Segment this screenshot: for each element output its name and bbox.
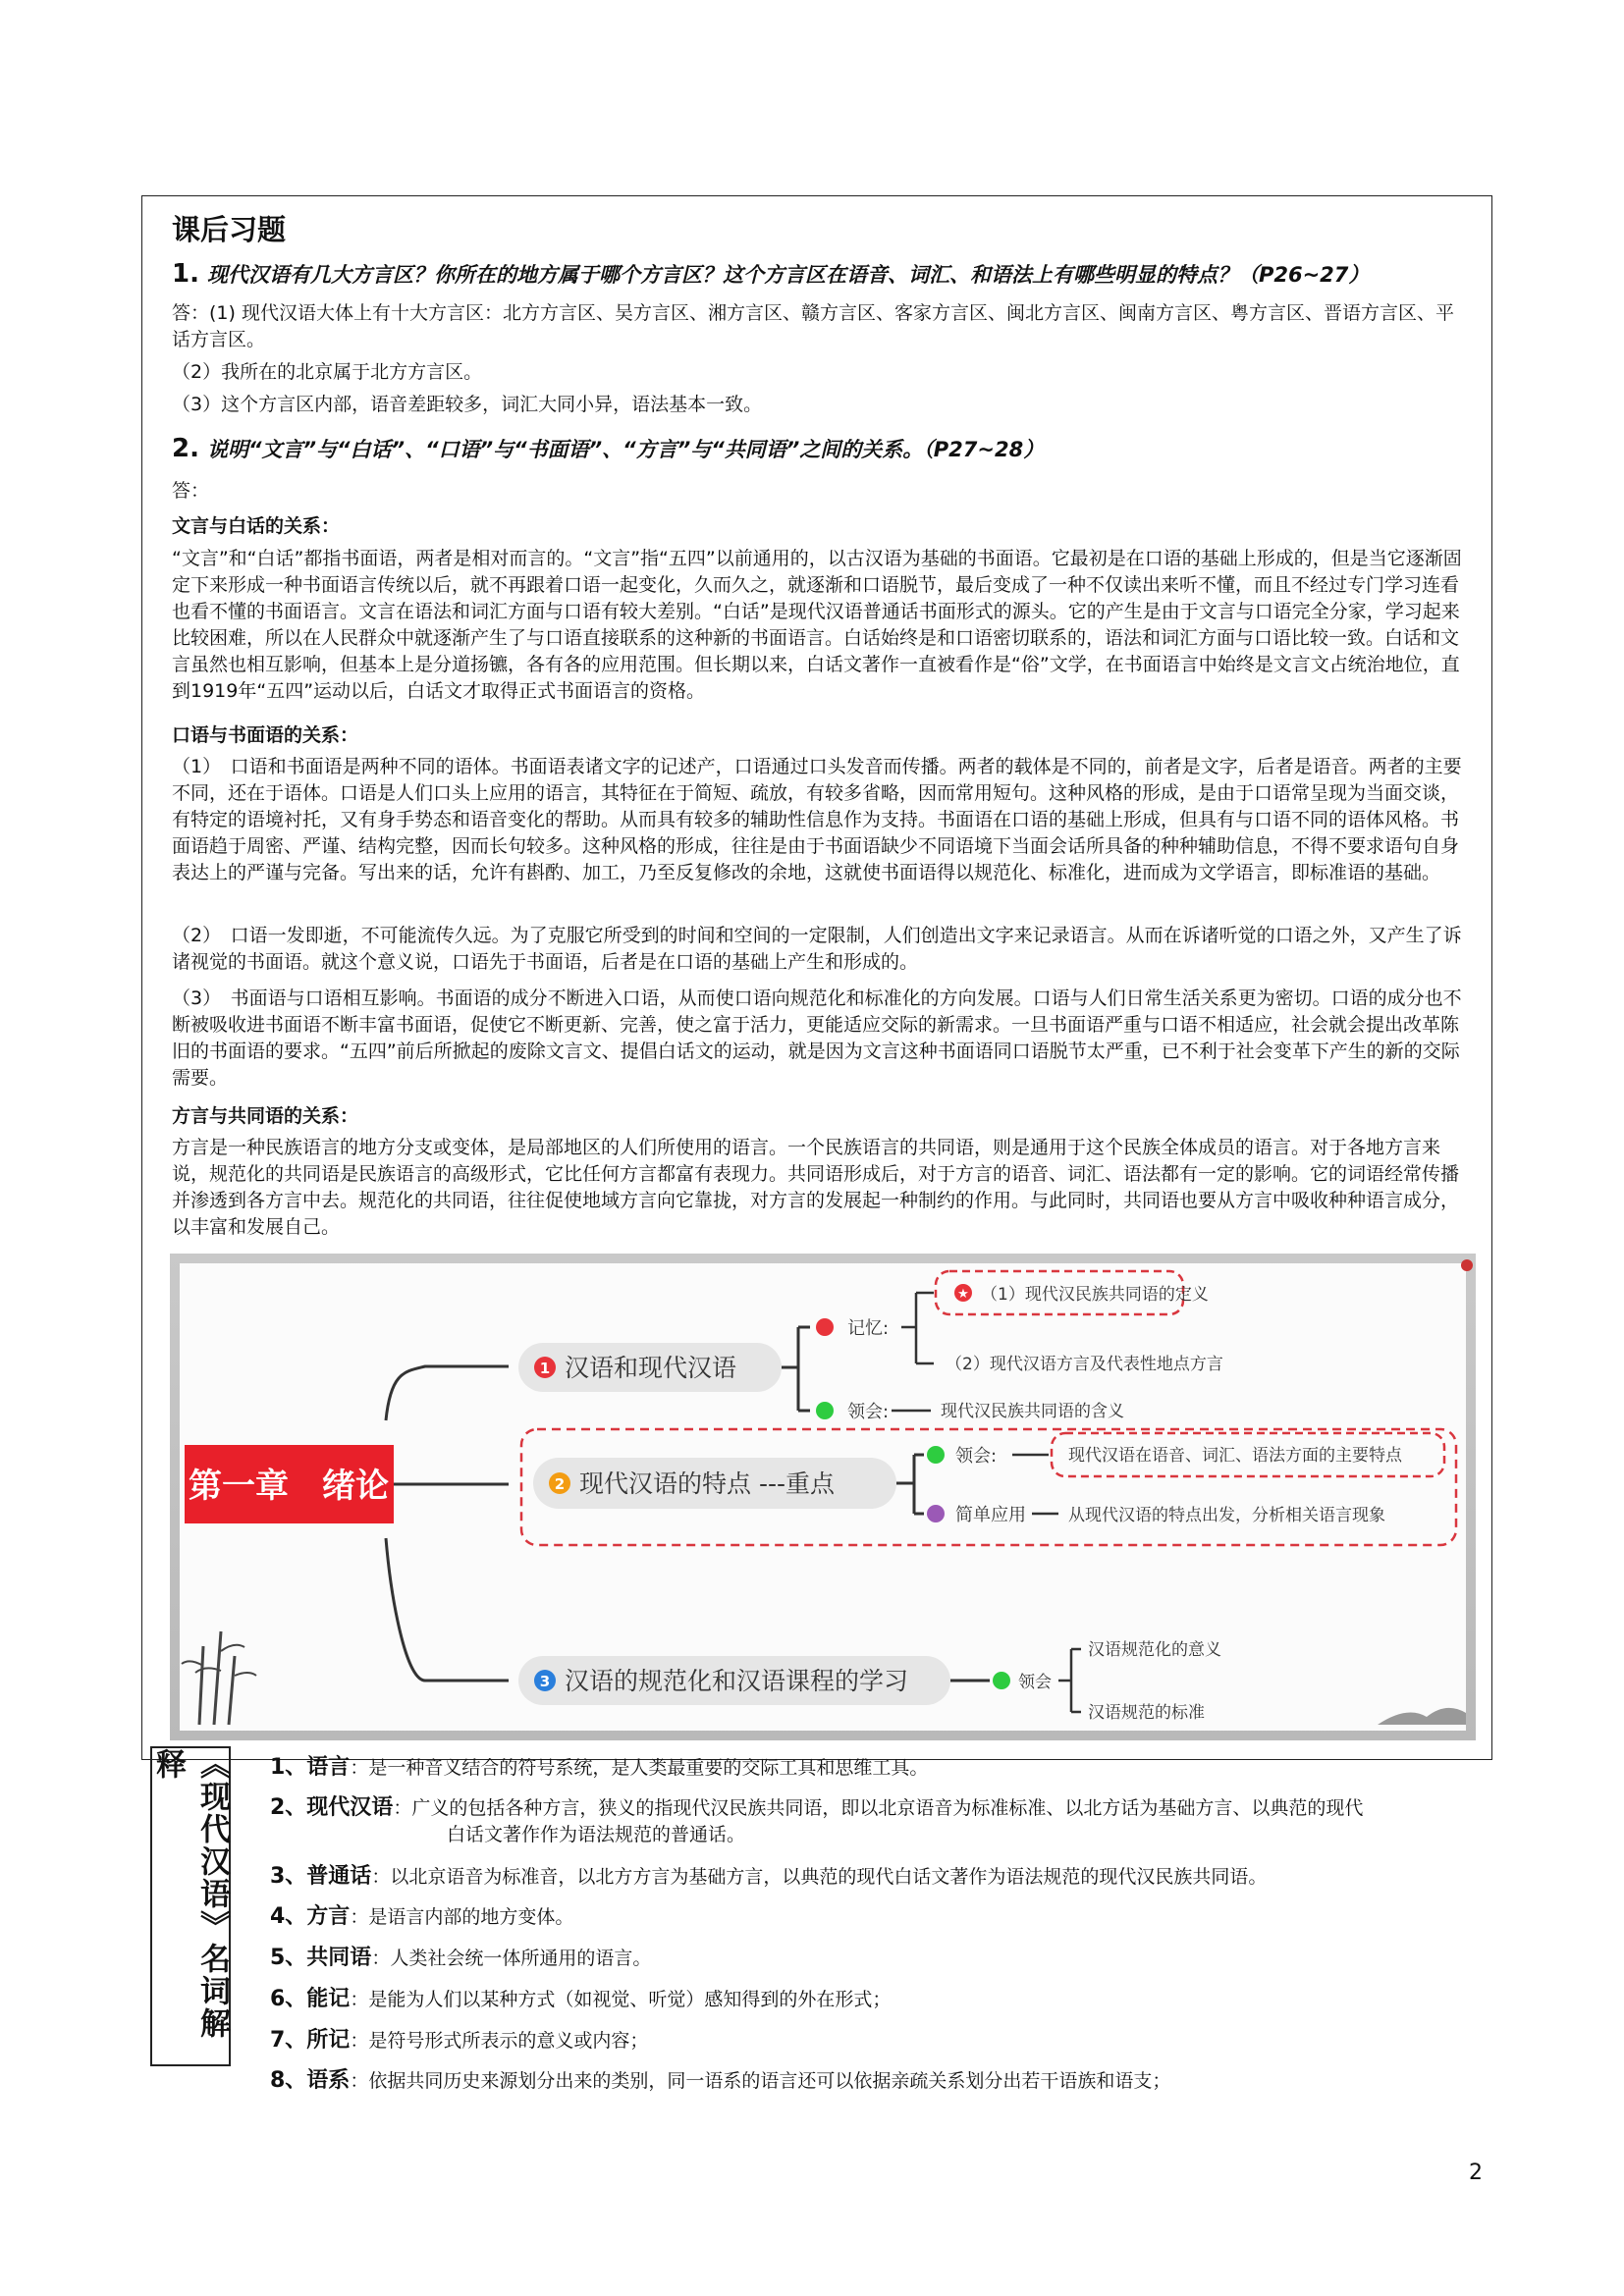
b2-linghui-item: 现代汉语在语音、词汇、语法方面的主要特点 xyxy=(1068,1446,1402,1466)
page-number: 2 xyxy=(1469,2161,1483,2185)
question-2-text: 说明“文言”与“白话”、“口语”与“书面语”、“方言”与“共同语”之间的关系。（P27~28） xyxy=(206,438,1045,461)
jiyi-dot xyxy=(816,1318,834,1336)
branch-2-label: 现代汉语的特点 ---重点 xyxy=(579,1469,836,1498)
question-2 xyxy=(172,434,1044,463)
glossary-item-2 xyxy=(270,1794,1468,1848)
b3-item-2: 汉语规范的标准 xyxy=(1088,1703,1205,1723)
q1-answer-1: 答：(1) 现代汉语大体上有十大方言区：北方方言区、吴方言区、湘方言区、赣方言区、客家方言区、闽北方言区、闽南方言区、粤方言区、晋语方言区、平话方言区。 xyxy=(172,302,1454,350)
question-1-text: 现代汉语有几大方言区？你所在的地方属于哪个方言区？这个方言区在语音、词汇、和语法上有哪些明显的特点？（P26~27） xyxy=(206,263,1370,287)
section-title: 课后习题 xyxy=(172,213,287,246)
glossary-item-7 xyxy=(270,2027,1468,2055)
glossary-item-6 xyxy=(270,1986,1468,2013)
glossary-item-8 xyxy=(270,2067,1468,2095)
glossary-section xyxy=(142,1740,1491,2093)
paragraph-wenyan-baihua: “文言”和“白话”都指书面语，两者是相对而言的。“文言”指“五四”以前通用的，以古汉语为基础的书面语。它最初是在口语的基础上形成的，但是当它逐渐固定下来形成一种书面语言传统以后，就不再跟着口语一起变化，久而久之，就逐渐和口语脱节，最后变成了一种不仅读出来听不懂，而且不经过专门学习连看也看不懂的书面语言。文言在语法和词汇方面与口语有较大差别。“白话”是现代汉语普通话书面形式的源头。它的产生是由于文言与口语完全分家，学习起来比较困难，所以在人民群众中就逐渐产生了与口语直接联系的这种新的书面语言。白话始终是和口语密切联系的，语法和词汇方面与口语比较一致。白话和文言虽然也相互影响，但基本上是分道扬镳，各有各的应用范围。但长期以来，白话文著作一直被看作是“俗”文学，在书面语言中始终是文言文占统治地位，直到1919年“五四”运动以后，白话文才取得正式书面语言的资格。 xyxy=(172,548,1462,702)
glossary-item-3 xyxy=(270,1863,1468,1891)
q1-answer-3: （3）这个方言区内部，语音差距较多，词汇大同小异，语法基本一致。 xyxy=(172,394,763,415)
subheading-kouyu-shumianyu: 口语与书面语的关系： xyxy=(172,724,359,746)
def-5: ：人类社会统一体所通用的语言。 xyxy=(371,1948,652,1969)
glossary-item-4 xyxy=(270,1903,1468,1931)
term-6: 6、能记 xyxy=(270,1987,351,2011)
yingyong-label: 简单应用 xyxy=(955,1505,1026,1525)
def-8: ：依据共同历史来源划分出来的类别，同一语系的语言还可以依据亲疏关系划分出若干语族和语支； xyxy=(350,2070,1171,2092)
def-1: ：是一种音义结合的符号系统，是人类最重要的交际工具和思维工具。 xyxy=(350,1757,929,1779)
def-3: ：以北京语音为标准音，以北方方言为基础方言，以典范的现代白话文著作为语法规范的现代汉民族共同语。 xyxy=(371,1866,1268,1888)
glossary-item-1 xyxy=(270,1754,1468,1782)
branch-3-num: 3 xyxy=(539,1673,551,1690)
q1-answer-2: （2）我所在的北京属于北方方言区。 xyxy=(172,361,483,383)
branch-1-label: 汉语和现代汉语 xyxy=(565,1354,737,1382)
corner-dot xyxy=(1461,1259,1473,1271)
term-4: 4、方言 xyxy=(270,1904,351,1929)
q2-answer-label: 答： xyxy=(172,480,210,502)
b1-linghui-dot xyxy=(816,1402,834,1419)
b1-linghui-label: 领会: xyxy=(847,1402,890,1422)
branch-1-num: 1 xyxy=(539,1360,551,1377)
star-icon: ★ xyxy=(957,1287,969,1302)
paragraph-fangyan: 方言是一种民族语言的地方分支或变体，是局部地区的人们所使用的语言。一个民族语言的共同语，则是通用于这个民族全体成员的语言。对于各地方言来说，规范化的共同语是民族语言的高级形式，它比任何方言都富有表现力。共同语形成后，对于方言的语音、词汇、语法都有一定的影响。它的词语经常传播并渗透到各方言中去。规范化的共同语，往往促使地域方言向它靠拢，对方言的发展起一种制约的作用。与此同时，共同语也要从方言中吸收种种语言成分，以丰富和发展自己。 xyxy=(172,1137,1460,1238)
term-8: 8、语系 xyxy=(270,2068,351,2093)
glossary-label-box xyxy=(150,1746,231,2066)
term-7: 7、所记 xyxy=(270,2028,351,2053)
def-7: ：是符号形式所表示的意义或内容； xyxy=(350,2030,649,2052)
term-1: 1、语言 xyxy=(270,1755,351,1780)
term-3: 3、普通话 xyxy=(270,1864,372,1889)
question-1 xyxy=(172,259,1369,289)
def-4: ：是语言内部的地方变体。 xyxy=(350,1906,574,1928)
paragraph-kouyu-2: （2） 口语一发即逝，不可能流传久远。为了克服它所受到的时间和空间的一定限制，人们创造出文字来记录语言。从而在诉诸听觉的口语之外，又产生了诉诸视觉的书面语。就这个意义说，口语先于书面语，后者是在口语的基础上产生和形成的。 xyxy=(172,925,1462,973)
b3-item-1: 汉语规范化的意义 xyxy=(1088,1640,1221,1660)
paragraph-kouyu-3: （3） 书面语与口语相互影响。书面语的成分不断进入口语，从而使口语向规范化和标准化的方向发展。口语与人们日常生活关系更为密切。口语的成分也不断被吸收进书面语不断丰富书面语，促使它不断更新、完善，使之富于活力，更能适应交际的新需求。一旦书面语严重与口语不相适应，社会就会提出改革陈旧的书面语的要求。“五四”前后所掀起的废除文言文、提倡白话文的运动，就是因为文言这种书面语同口语脱节太严重，已不利于社会变革下产生的新的交际需要。 xyxy=(172,988,1462,1089)
b1-linghui-item: 现代汉民族共同语的含义 xyxy=(941,1402,1124,1421)
subheading-wenyan-baihua: 文言与白话的关系： xyxy=(172,515,341,537)
b2-linghui-dot xyxy=(927,1446,945,1464)
question-1-number: 1. xyxy=(172,259,199,289)
jiyi-label: 记忆: xyxy=(847,1318,890,1339)
term-2: 2、现代汉语 xyxy=(270,1795,394,1820)
content-frame xyxy=(141,195,1492,2093)
def-2-cont: 白话文著作作为语法规范的普通话。 xyxy=(447,1824,746,1845)
glossary-label: 《现代汉语》名词解释 xyxy=(150,1748,230,2040)
branch-3-label: 汉语的规范化和汉语课程的学习 xyxy=(565,1667,909,1695)
glossary-item-5 xyxy=(270,1945,1468,1972)
yingyong-dot xyxy=(927,1505,945,1522)
root-node-label: 第一章 绪论 xyxy=(189,1467,389,1506)
term-5: 5、共同语 xyxy=(270,1946,372,1970)
subheading-fangyan-gongtongyu: 方言与共同语的关系： xyxy=(172,1105,359,1127)
jiyi-item-2: （2）现代汉语方言及代表性地点方言 xyxy=(946,1355,1223,1374)
b3-linghui-dot xyxy=(993,1672,1010,1689)
mindmap xyxy=(170,1254,1476,1740)
paragraph-kouyu-1: （1） 口语和书面语是两种不同的语体。书面语表诸文字的记述产，口语通过口头发音而传播。两者的载体是不同的，前者是文字，后者是语音。两者的主要不同，还在于语体。口语是人们口头上应用的语言，其特征在于简短、疏放，有较多省略，因而常用短句。这种风格的形成，是由于口语常呈现为当面交谈，有特定的语境衬托，又有身手势态和语音变化的帮助。从而具有较多的辅助性信息作为支持。书面语在口语的基础上形成，但具有与口语不同的语体风格。书面语趋于周密、严谨、结构完整，因而长句较多。这种风格的形成，往往是由于书面语缺少不同语境下当面会话所具备的种种辅助信息，不得不要求语句自身表达上的严谨与完备。写出来的话，允许有斟酌、加工，乃至反复修改的余地，这就使书面语得以规范化、标准化，进而成为文学语言，即标准语的基础。 xyxy=(172,756,1462,883)
b2-linghui-label: 领会: xyxy=(955,1446,998,1467)
b3-linghui-label: 领会 xyxy=(1018,1673,1052,1692)
yingyong-item: 从现代汉语的特点出发，分析相关语言现象 xyxy=(1068,1506,1385,1525)
def-2: ：广义的包括各种方言，狭义的指现代汉民族共同语，即以北京语音为标准标准、以北方话为基础方言、以典范的现代 xyxy=(393,1797,1364,1819)
question-2-number: 2. xyxy=(172,434,199,463)
def-6: ：是能为人们以某种方式（如视觉、听觉）感知得到的外在形式； xyxy=(350,1989,892,2010)
branch-2-num: 2 xyxy=(554,1475,566,1493)
jiyi-item-1: （1）现代汉民族共同语的定义 xyxy=(981,1285,1209,1305)
